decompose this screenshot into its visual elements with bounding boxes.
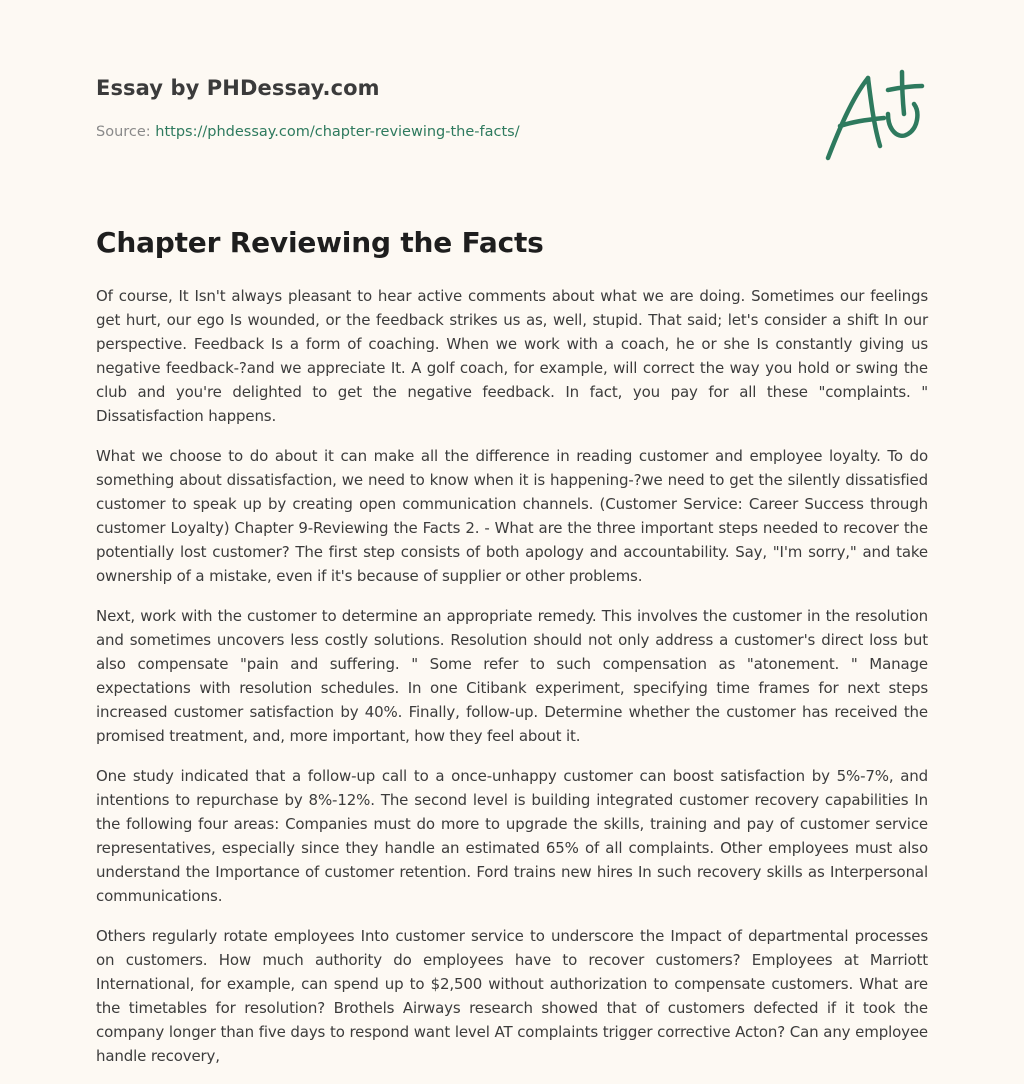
source-line: [96, 124, 520, 140]
paragraph: One study indicated that a follow-up call to a once-unhappy customer can boost satisfaction by 5%-7%, and intentions to repurchase by 8%-12%. The second level is building integrated customer recovery capabilities In the following four areas: Companies must do more to upgrade the skills, training and pay of customer service representatives, especially since they handle an estimated 65% of all complaints. Other employees must also understand the Importance of customer retention. Ford trains new hires In such recovery skills as Interpersonal communications.: [96, 767, 928, 905]
source-label: Source:: [96, 124, 156, 140]
site-title: Essay by PHDessay.com: [96, 76, 380, 100]
paragraph: Of course, It Isn't always pleasant to hear active comments about what we are doing. Sometimes our feelings get hurt, our ego Is wounded, or the feedback strikes us as, well, stupid. That said; let's consider a shift In our perspective. Feedback Is a form of coaching. When we work with a coach, he or she Is constantly giving us negative feedback-?and we appreciate It. A golf coach, for example, will correct the way you hold or swing the club and you're delighted to get the negative feedback. In fact, you pay for all these "complaints. " Dissatisfaction happens.: [96, 287, 928, 425]
paragraph: Next, work with the customer to determine an appropriate remedy. This involves the customer in the resolution and sometimes uncovers less costly solutions. Resolution should not only address a customer's direct loss but also compensate "pain and suffering. " Some refer to such compensation as "atonement. " Manage expectations with resolution schedules. In one Citibank experiment, specifying time frames for next steps increased customer satisfaction by 40%. Finally, follow-up. Determine whether the customer has received the promised treatment, and, more important, how they feel about it.: [96, 607, 928, 745]
paragraph: Others regularly rotate employees Into customer service to underscore the Impact of departmental processes on customers. How much authority do employees have to recover customers? Employees at Marriott International, for example, can spend up to $2,500 without authorization to compensate customers. What are the timetables for resolution? Brothels Airways research showed that of customers defected if it took the company longer than five days to respond want level AT complaints trigger corrective Acton? Can any employee handle recovery,: [96, 927, 928, 1065]
essay-title: Chapter Reviewing the Facts: [96, 226, 544, 259]
essay-body: [96, 284, 928, 1084]
source-link[interactable]: https://phdessay.com/chapter-reviewing-the-facts/: [155, 124, 520, 140]
a-plus-logo-icon: [824, 68, 928, 164]
paragraph: What we choose to do about it can make all the difference in reading customer and employee loyalty. To do something about dissatisfaction, we need to know when it is happening-?we need to get the silently dissatisfied customer to speak up by creating open communication channels. (Customer Service: Career Success through customer Loyalty) Chapter 9-Reviewing the Facts 2. - What are the three important steps needed to recover the potentially lost customer? The first step consists of both apology and accountability. Say, "I'm sorry," and take ownership of a mistake, even if it's because of supplier or other problems.: [96, 447, 928, 585]
